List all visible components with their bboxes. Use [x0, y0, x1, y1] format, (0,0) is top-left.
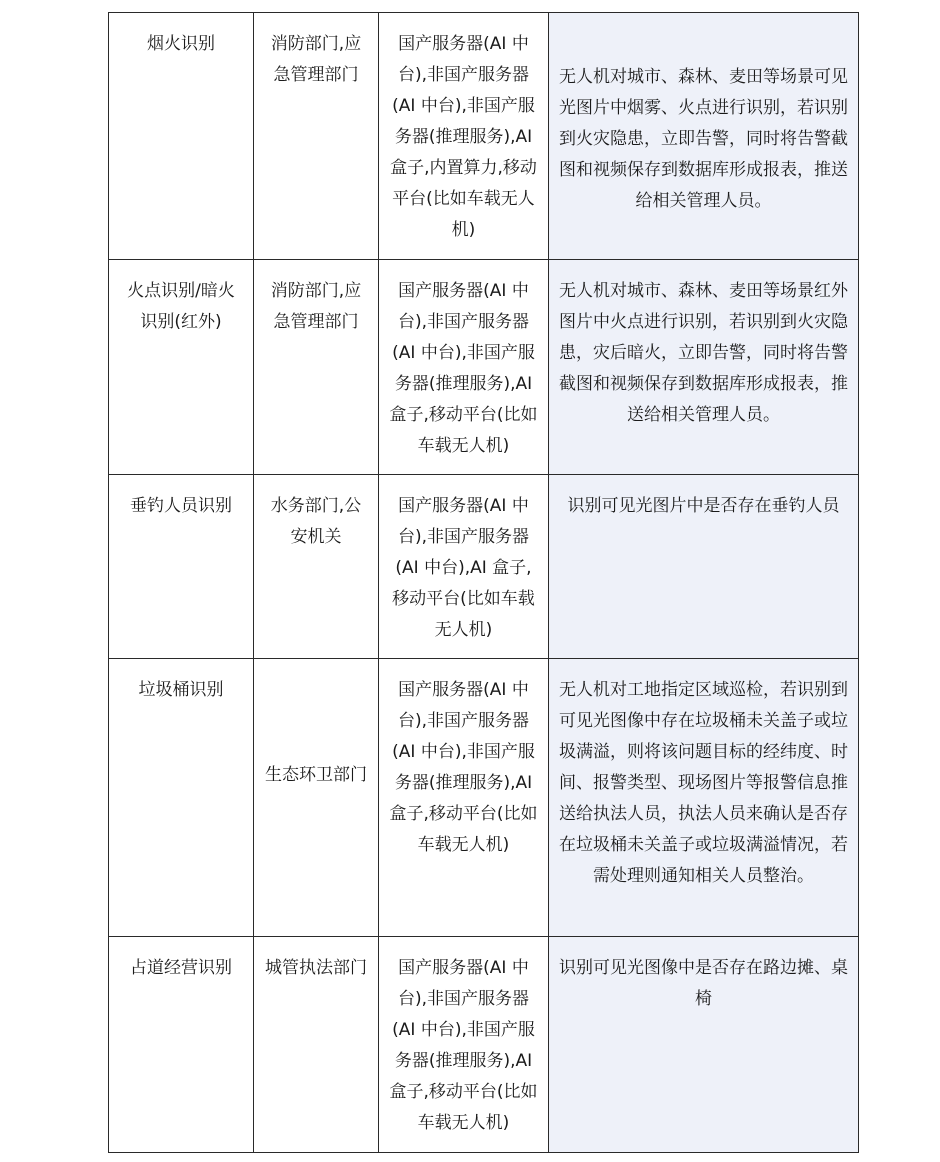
- scenario-table: [108, 12, 859, 1153]
- table-row: [109, 13, 859, 260]
- department-cell: 消防部门,应急管理部门: [254, 260, 379, 475]
- department-cell: 城管执法部门: [254, 937, 379, 1153]
- description-cell: 识别可见光图像中是否存在路边摊、桌椅: [549, 937, 859, 1153]
- platform-cell: 国产服务器(AI 中台),非国产服务器(AI 中台),非国产服务器(推理服务),AI 盒子,移动平台(比如车载无人机): [379, 260, 549, 475]
- table-row: [109, 475, 859, 659]
- description-cell: 识别可见光图片中是否存在垂钓人员: [549, 475, 859, 659]
- department-cell: 消防部门,应急管理部门: [254, 13, 379, 260]
- description-cell: 无人机对城市、森林、麦田等场景可见光图片中烟雾、火点进行识别，若识别到火灾隐患，立即告警，同时将告警截图和视频保存到数据库形成报表，推送给相关管理人员。: [549, 13, 859, 260]
- platform-cell: 国产服务器(AI 中台),非国产服务器(AI 中台),非国产服务器(推理服务),AI 盒子,移动平台(比如车载无人机): [379, 659, 549, 937]
- platform-cell: 国产服务器(AI 中台),非国产服务器(AI 中台),非国产服务器(推理服务),AI 盒子,内置算力,移动平台(比如车载无人机): [379, 13, 549, 260]
- department-cell: 水务部门,公安机关: [254, 475, 379, 659]
- department-cell: 生态环卫部门: [254, 659, 379, 937]
- table-row: [109, 659, 859, 937]
- description-cell: 无人机对工地指定区域巡检，若识别到可见光图像中存在垃圾桶未关盖子或垃圾满溢，则将该问题目标的经纬度、时间、报警类型、现场图片等报警信息推送给执法人员，执法人员来确认是否存在垃圾桶未关盖子或垃圾满溢情况，若需处理则通知相关人员整治。: [549, 659, 859, 937]
- scenario-name: 烟火识别: [109, 13, 254, 260]
- table-row: [109, 260, 859, 475]
- scenario-name: 火点识别/暗火识别(红外): [109, 260, 254, 475]
- scenario-name: 垂钓人员识别: [109, 475, 254, 659]
- platform-cell: 国产服务器(AI 中台),非国产服务器(AI 中台),AI 盒子,移动平台(比如车载无人机): [379, 475, 549, 659]
- scenario-name: 垃圾桶识别: [109, 659, 254, 937]
- scenario-name: 占道经营识别: [109, 937, 254, 1153]
- table-row: [109, 937, 859, 1153]
- description-cell: 无人机对城市、森林、麦田等场景红外图片中火点进行识别，若识别到火灾隐患，灾后暗火，立即告警，同时将告警截图和视频保存到数据库形成报表，推送给相关管理人员。: [549, 260, 859, 475]
- platform-cell: 国产服务器(AI 中台),非国产服务器(AI 中台),非国产服务器(推理服务),AI 盒子,移动平台(比如车载无人机): [379, 937, 549, 1153]
